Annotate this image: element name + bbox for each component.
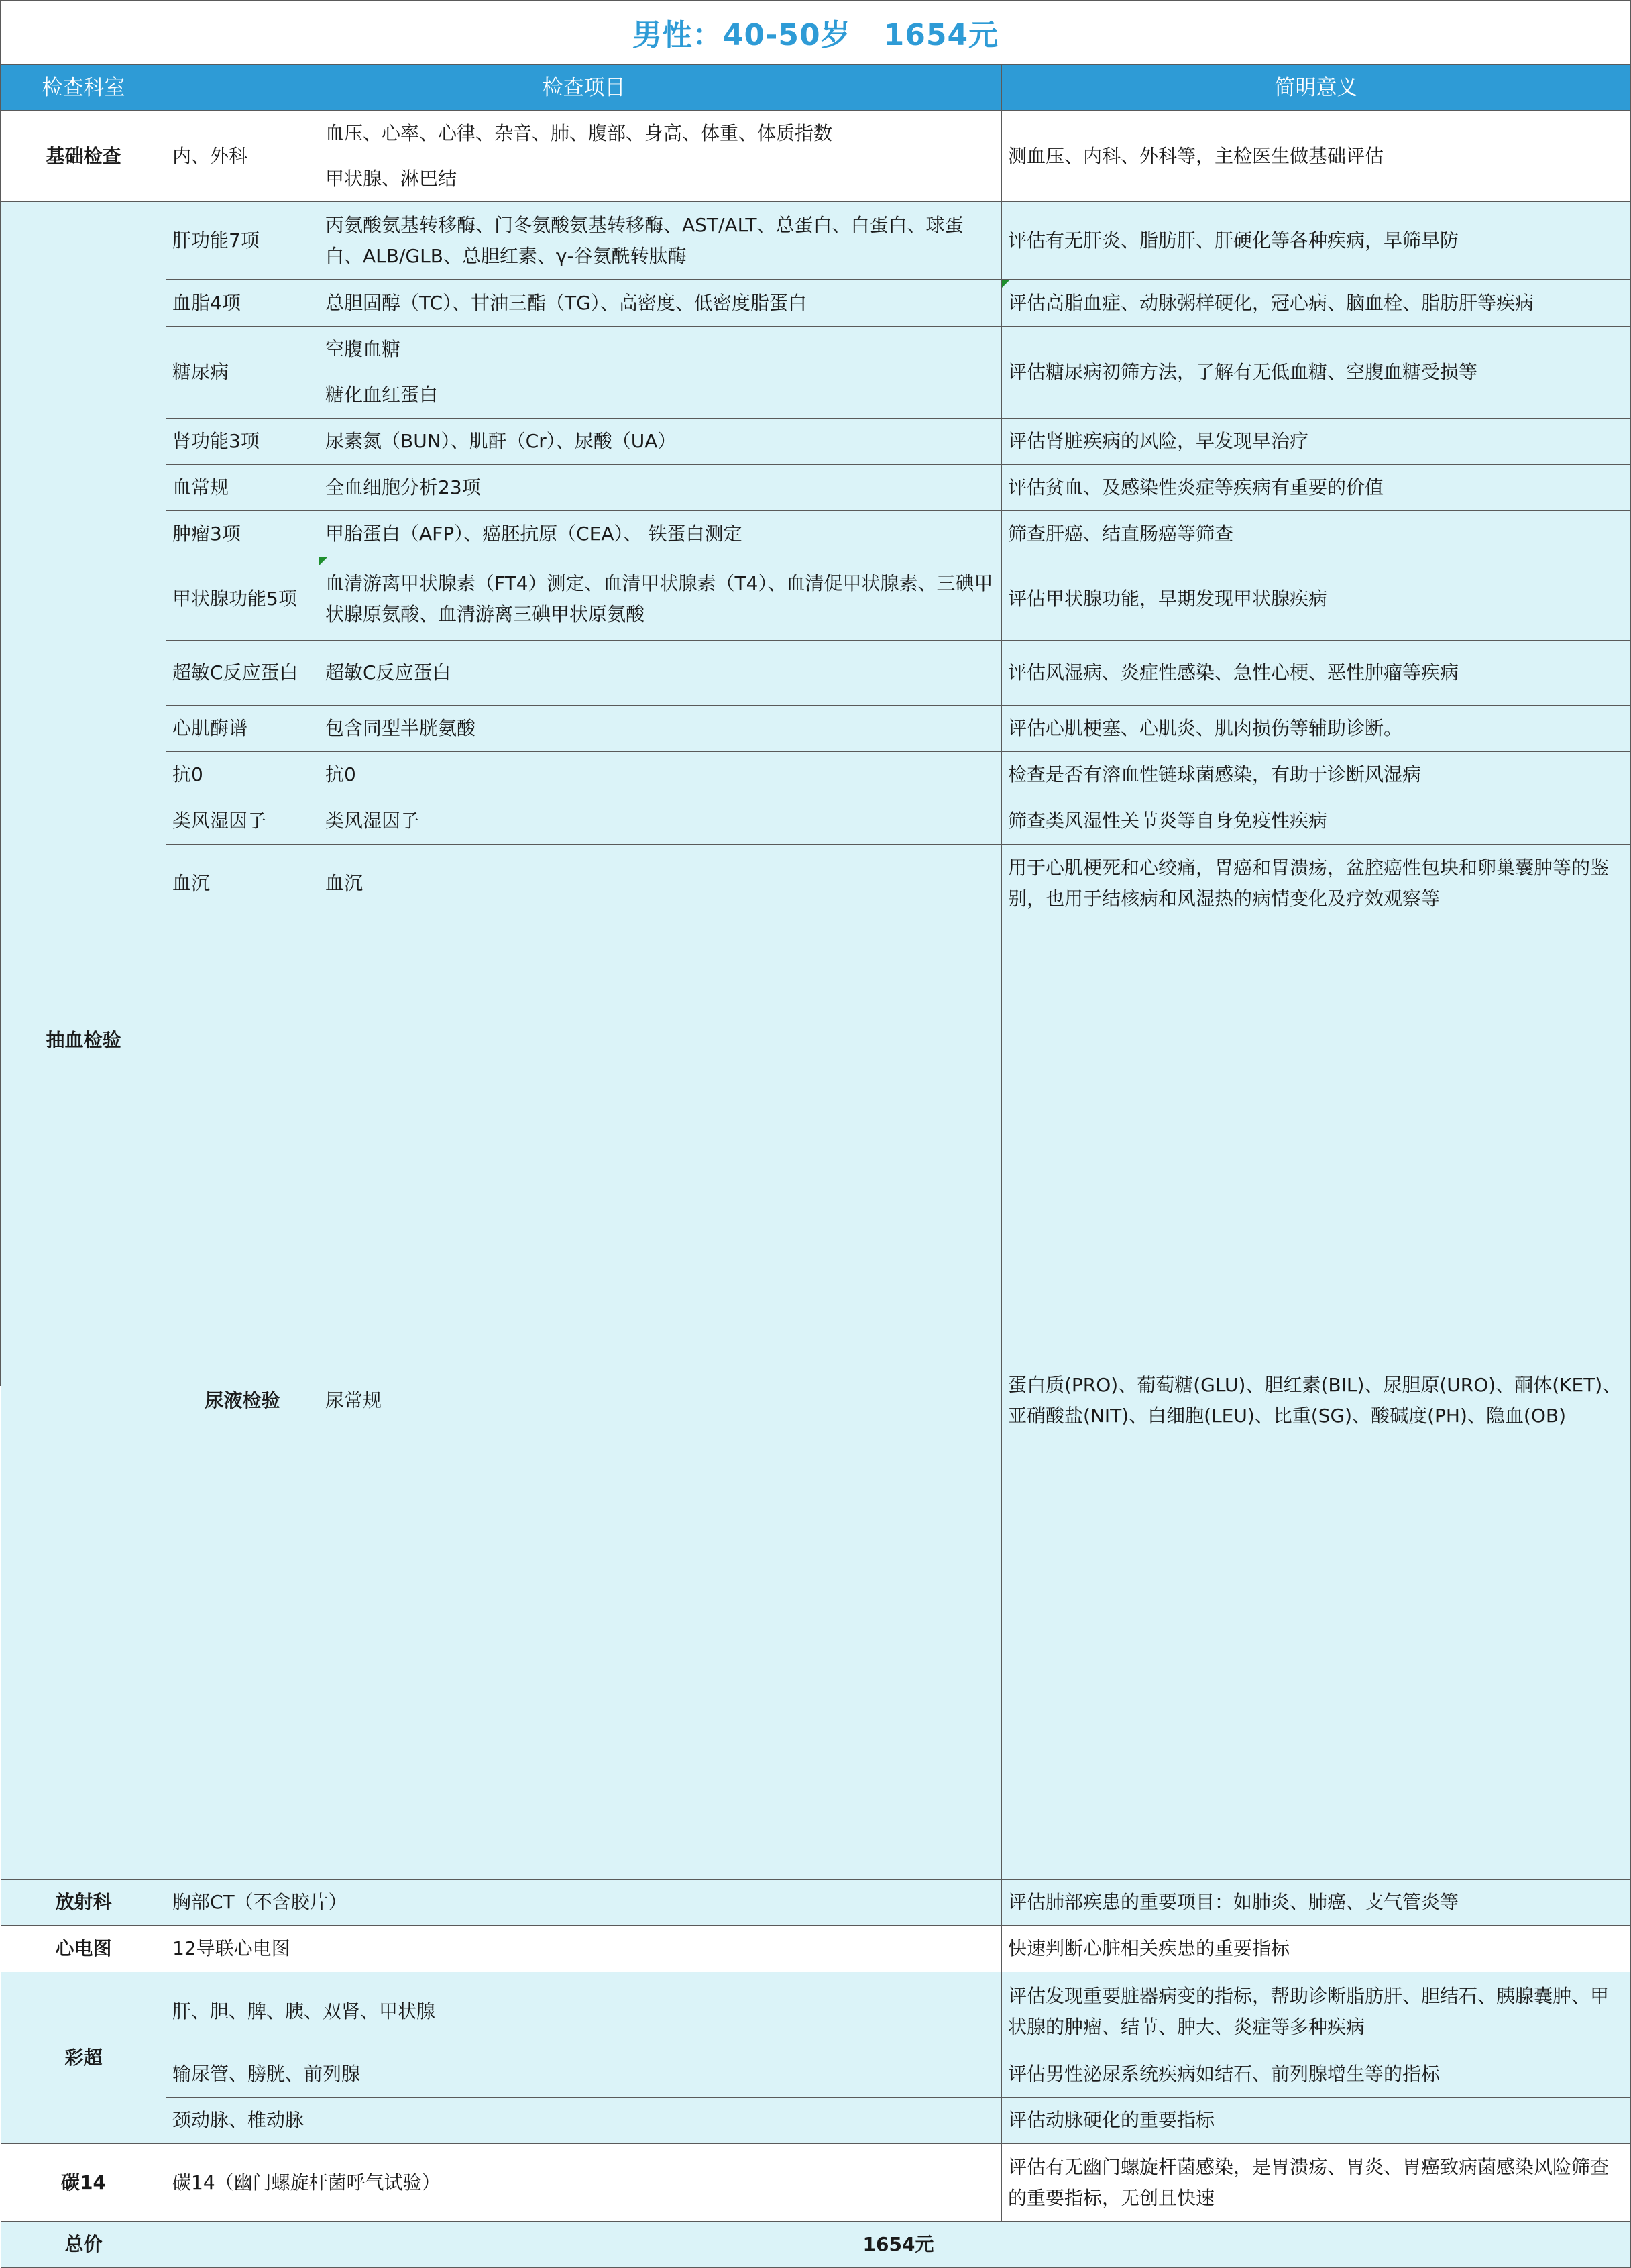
meaning-cell: 评估贫血、及感染性炎症等疾病有重要的价值	[1002, 465, 1631, 511]
item-cell: 全血细胞分析23项	[319, 465, 1002, 511]
package-title: 男性：40-50岁 1654元	[1, 1, 1630, 64]
table-row	[1, 2098, 1631, 2144]
meaning-cell: 评估男性泌尿系统疾病如结石、前列腺增生等的指标	[1002, 2051, 1631, 2098]
dept-cell: 基础检查	[1, 111, 166, 202]
table-row	[1, 465, 1631, 511]
item-cell: 包含同型半胱氨酸	[319, 706, 1002, 752]
dept-cell: 尿液检验	[166, 922, 319, 1880]
table-row	[1, 419, 1631, 465]
table-row	[1, 922, 1631, 1880]
item-cell: 总胆固醇（TC）、甘油三酯（TG）、高密度、低密度脂蛋白	[319, 280, 1002, 327]
sub-item-cell: 超敏C反应蛋白	[166, 641, 319, 706]
sub-item-cell: 尿常规	[319, 922, 1002, 1880]
sub-item-cell: 肿瘤3项	[166, 511, 319, 557]
dept-cell: 碳14	[1, 2144, 166, 2222]
item-cell: 类风湿因子	[319, 798, 1002, 845]
sub-item-cell: 血沉	[166, 845, 319, 922]
table-row	[1, 845, 1631, 922]
table-header-row	[1, 65, 1631, 111]
table-row	[1, 641, 1631, 706]
item-cell: 血压、心率、心律、杂音、肺、腹部、身高、体重、体质指数	[319, 111, 1002, 156]
table-row	[1, 798, 1631, 845]
sub-item-cell: 血脂4项	[166, 280, 319, 327]
item-cell: 甲胎蛋白（AFP）、癌胚抗原（CEA）、 铁蛋白测定	[319, 511, 1002, 557]
sub-item-cell: 肝功能7项	[166, 202, 319, 280]
item-cell: 超敏C反应蛋白	[319, 641, 1002, 706]
item-cell: 血沉	[319, 845, 1002, 922]
table-row	[1, 511, 1631, 557]
meaning-cell: 评估有无肝炎、脂肪肝、肝硬化等各种疾病，早筛早防	[1002, 202, 1631, 280]
meaning-cell: 检查是否有溶血性链球菌感染，有助于诊断风湿病	[1002, 752, 1631, 798]
meaning-cell: 评估肾脏疾病的风险，早发现早治疗	[1002, 419, 1631, 465]
table-row	[1, 202, 1631, 280]
table-row	[1, 1926, 1631, 1972]
header-item: 检查项目	[166, 65, 1002, 111]
table-row	[1, 1880, 1631, 1926]
item-cell: 12导联心电图	[166, 1926, 1002, 1972]
meaning-cell: 筛查肝癌、结直肠癌等筛查	[1002, 511, 1631, 557]
item-cell: 胸部CT（不含胶片）	[166, 1880, 1002, 1926]
meaning-cell: 评估肺部疾患的重要项目：如肺炎、肺癌、支气管炎等	[1002, 1880, 1631, 1926]
sub-item-cell: 糖尿病	[166, 327, 319, 419]
item-cell: 糖化血红蛋白	[319, 372, 1002, 419]
meaning-cell: 筛查类风湿性关节炎等自身免疫性疾病	[1002, 798, 1631, 845]
item-cell: 尿素氮（BUN）、肌酐（Cr）、尿酸（UA）	[319, 419, 1002, 465]
dept-cell: 心电图	[1, 1926, 166, 1972]
sub-item-cell: 抗0	[166, 752, 319, 798]
table-row	[1, 557, 1631, 641]
meaning-cell: 快速判断心脏相关疾患的重要指标	[1002, 1926, 1631, 1972]
total-row	[1, 2222, 1631, 2268]
table-row	[1, 706, 1631, 752]
sub-item-cell: 心肌酶谱	[166, 706, 319, 752]
dept-cell: 彩超	[1, 1972, 166, 2144]
total-label: 总价	[1, 2222, 166, 2268]
sub-item-cell: 血常规	[166, 465, 319, 511]
meaning-cell: 评估有无幽门螺旋杆菌感染，是胃溃疡、胃炎、胃癌致病菌感染风险筛查的重要指标，无创且快速	[1002, 2144, 1631, 2222]
table-row	[1, 2051, 1631, 2098]
item-cell: 颈动脉、椎动脉	[166, 2098, 1002, 2144]
meaning-cell: 测血压、内科、外科等，主检医生做基础评估	[1002, 111, 1631, 202]
table-row	[1, 752, 1631, 798]
item-cell: 甲状腺、淋巴结	[319, 156, 1002, 202]
header-dept: 检查科室	[1, 65, 166, 111]
table-row	[1, 111, 1631, 156]
table-row	[1, 327, 1631, 372]
table-row	[1, 1972, 1631, 2051]
meaning-cell: 评估糖尿病初筛方法，了解有无低血糖、空腹血糖受损等	[1002, 327, 1631, 419]
meaning-cell: 评估风湿病、炎症性感染、急性心梗、恶性肿瘤等疾病	[1002, 641, 1631, 706]
item-cell: 空腹血糖	[319, 327, 1002, 372]
item-cell: 丙氨酸氨基转移酶、门冬氨酸氨基转移酶、AST/ALT、总蛋白、白蛋白、球蛋白、ALB/GLB、总胆红素、γ-谷氨酰转肽酶	[319, 202, 1002, 280]
item-cell: 碳14（幽门螺旋杆菌呼气试验）	[166, 2144, 1002, 2222]
sub-item-cell: 肾功能3项	[166, 419, 319, 465]
meaning-cell: 评估甲状腺功能，早期发现甲状腺疾病	[1002, 557, 1631, 641]
item-cell: 输尿管、膀胱、前列腺	[166, 2051, 1002, 2098]
dept-cell: 抽血检验	[1, 202, 166, 1880]
sub-item-cell: 内、外科	[166, 111, 319, 202]
table-row	[1, 280, 1631, 327]
meaning-cell: 评估动脉硬化的重要指标	[1002, 2098, 1631, 2144]
checkup-table	[1, 64, 1631, 2268]
item-cell: 血清游离甲状腺素（FT4）测定、血清甲状腺素（T4）、血清促甲状腺素、三碘甲状腺原氨酸、血清游离三碘甲状原氨酸	[319, 557, 1002, 641]
meaning-cell: 用于心肌梗死和心绞痛，胃癌和胃溃疡，盆腔癌性包块和卵巢囊肿等的鉴别，也用于结核病和风湿热的病情变化及疗效观察等	[1002, 845, 1631, 922]
item-cell: 抗0	[319, 752, 1002, 798]
total-price: 1654元	[166, 2222, 1631, 2268]
item-cell: 肝、胆、脾、胰、双肾、甲状腺	[166, 1972, 1002, 2051]
table-row	[1, 2144, 1631, 2222]
sub-item-cell: 类风湿因子	[166, 798, 319, 845]
header-meaning: 简明意义	[1002, 65, 1631, 111]
dept-cell: 放射科	[1, 1880, 166, 1926]
meaning-cell: 评估心肌梗塞、心肌炎、肌肉损伤等辅助诊断。	[1002, 706, 1631, 752]
item-cell: 蛋白质(PRO)、葡萄糖(GLU)、胆红素(BIL)、尿胆原(URO)、酮体(KET)、亚硝酸盐(NIT)、白细胞(LEU)、比重(SG)、酸碱度(PH)、隐血(OB)	[1002, 922, 1631, 1880]
meaning-cell: 评估高脂血症、动脉粥样硬化，冠心病、脑血栓、脂肪肝等疾病	[1002, 280, 1631, 327]
sub-item-cell: 甲状腺功能5项	[166, 557, 319, 641]
meaning-cell: 评估发现重要脏器病变的指标，帮助诊断脂肪肝、胆结石、胰腺囊肿、甲状腺的肿瘤、结节、肿大、炎症等多种疾病	[1002, 1972, 1631, 2051]
